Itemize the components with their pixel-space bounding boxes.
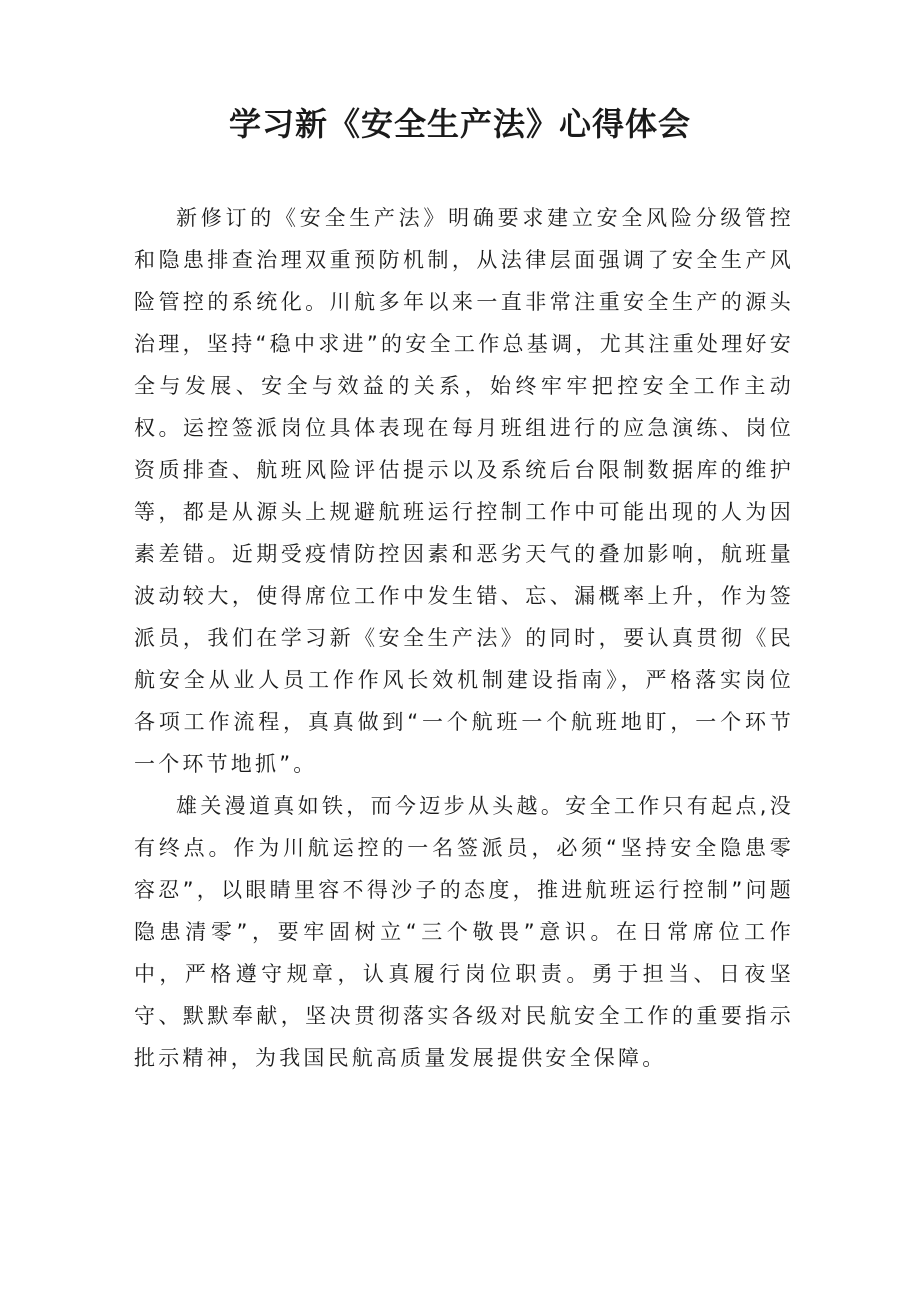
document-title: 学习新《安全生产法》心得体会 (228, 105, 691, 143)
document-body (134, 197, 794, 1079)
paragraph-1: 新修订的《安全生产法》明确要求建立安全风险分级管控和隐患排查治理双重预防机制，从法律层面强调了安全生产风险管控的系统化。川航多年以来一直非常注重安全生产的源头治理，坚持“稳中求进”的安全工作总基调，尤其注重处理好安全与发展、安全与效益的关系，始终牢牢把控安全工作主动权。运控签派岗位具体表现在每月班组进行的应急演练、岗位资质排查、航班风险评估提示以及系统后台限制数据库的维护等，都是从源头上规避航班运行控制工作中可能出现的人为因素差错。近期受疫情防控因素和恶劣天气的叠加影响，航班量波动较大，使得席位工作中发生错、忘、漏概率上升，作为签派员，我们在学习新《安全生产法》的同时，要认真贯彻《民航安全从业人员工作作风长效机制建设指南》，严格落实岗位各项工作流程，真真做到“一个航班一个航班地盯，一个环节一个环节地抓”。 (134, 206, 794, 776)
paragraph-2: 雄关漫道真如铁，而今迈步从头越。安全工作只有起点,没有终点。作为川航运控的一名签派员，必须“坚持安全隐患零容忍”，以眼睛里容不得沙子的态度，推进航班运行控制”问题隐患清零”，要牢固树立“三个敬畏”意识。在日常席位工作中，严格遵守规章，认真履行岗位职责。勇于担当、日夜坚守、默默奉献，坚决贯彻落实各级对民航安全工作的重要指示批示精神，为我国民航高质量发展提供安全保障。 (134, 794, 794, 1070)
